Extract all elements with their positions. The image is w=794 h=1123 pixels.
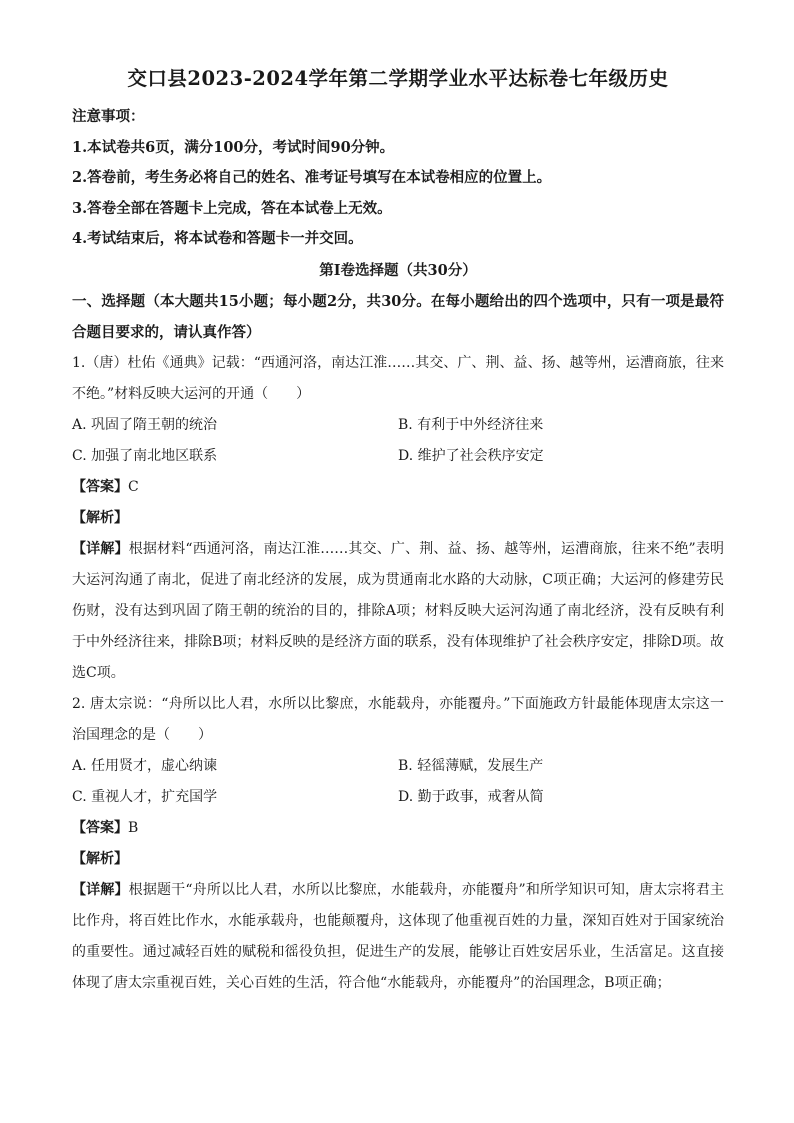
- option-d: D. 勤于政事，戒奢从简: [398, 788, 544, 805]
- question-stem: 1.（唐）杜佑《通典》记载：“西通河洛，南达江淮……其交、广、荆、益、扬、越等州，运漕商旅，往来不绝。”材料反映大运河的开通（ ）: [72, 354, 724, 402]
- answer-value: B: [128, 819, 139, 836]
- options-row: [72, 410, 724, 441]
- answer-line: [72, 813, 724, 844]
- notice-item: 4.考试结束后，将本试卷和答题卡一并交回。: [72, 230, 363, 247]
- detail-paragraph: [72, 534, 724, 689]
- notice-heading: 注意事项：: [72, 108, 145, 125]
- answer-tag: 【答案】: [72, 819, 128, 836]
- option-b: B. 有利于中外经济往来: [398, 416, 544, 433]
- analysis-tag: 【解析】: [72, 509, 128, 526]
- option-d: D. 维护了社会秩序安定: [398, 447, 544, 464]
- option-c: C. 加强了南北地区联系: [72, 447, 218, 464]
- option-a: A. 巩固了隋王朝的统治: [72, 416, 218, 433]
- notice-item: 2.答卷前，考生务必将自己的姓名、准考证号填写在本试卷相应的位置上。: [72, 169, 552, 186]
- options-row: [72, 441, 724, 472]
- exam-page: [72, 62, 724, 999]
- page-title: 交口县2023-2024学年第二学期学业水平达标卷七年级历史: [127, 67, 669, 90]
- option-c: C. 重视人才，扩充国学: [72, 788, 218, 805]
- answer-tag: 【答案】: [72, 478, 128, 495]
- answer-value: C: [128, 478, 139, 495]
- detail-paragraph: [72, 875, 724, 999]
- part-instruction: 一、选择题（本大题共15小题；每小题2分，共30分。在每小题给出的四个选项中，只有一项是最符合题目要求的，请认真作答）: [72, 292, 724, 341]
- section-title: 第Ⅰ卷选择题（共30分）: [319, 261, 477, 279]
- detail-tag: 【详解】: [72, 540, 129, 557]
- notice-item: 3.答卷全部在答题卡上完成，答在本试卷上无效。: [72, 199, 392, 217]
- answer-line: [72, 472, 724, 503]
- analysis-tag: 【解析】: [72, 850, 128, 867]
- question-stem: 2. 唐太宗说：“舟所以比人君，水所以比黎庶，水能载舟，亦能覆舟。”下面施政方针最能体现唐太宗这一治国理念的是（ ）: [72, 695, 724, 743]
- options-row: [72, 751, 724, 782]
- options-row: [72, 782, 724, 813]
- notice-item: 1.本试卷共6页，满分100分，考试时间90分钟。: [72, 138, 395, 156]
- option-b: B. 轻徭薄赋，发展生产: [398, 757, 544, 774]
- detail-text: 根据题干“舟所以比人君，水所以比黎庶，水能载舟，亦能覆舟”和所学知识可知，唐太宗将君主比作舟，将百姓比作水，水能承载舟，也能颠覆舟，这体现了他重视百姓的力量，深知百姓对于国家统治的重要性。通过减轻百姓的赋税和徭役负担，促进生产的发展，能够让百姓安居乐业，生活富足。这直接体现了唐太宗重视百姓，关心百姓的生活，符合他“水能载舟，亦能覆舟”的治国理念，B项正确；: [72, 881, 725, 991]
- option-a: A. 任用贤才，虚心纳谏: [72, 757, 218, 774]
- detail-tag: 【详解】: [72, 881, 129, 898]
- detail-text: 根据材料“西通河洛，南达江淮……其交、广、荆、益、扬、越等州，运漕商旅，往来不绝”表明大运河沟通了南北，促进了南北经济的发展，成为贯通南北水路的大动脉，C项正确；大运河的修建劳民伤财，没有达到巩固了隋王朝的统治的目的，排除A项；材料反映大运河沟通了南北经济，没有反映有利于中外经济往来，排除B项；材料反映的是经济方面的联系，没有体现维护了社会秩序安定，排除D项。故选C项。: [72, 540, 725, 681]
